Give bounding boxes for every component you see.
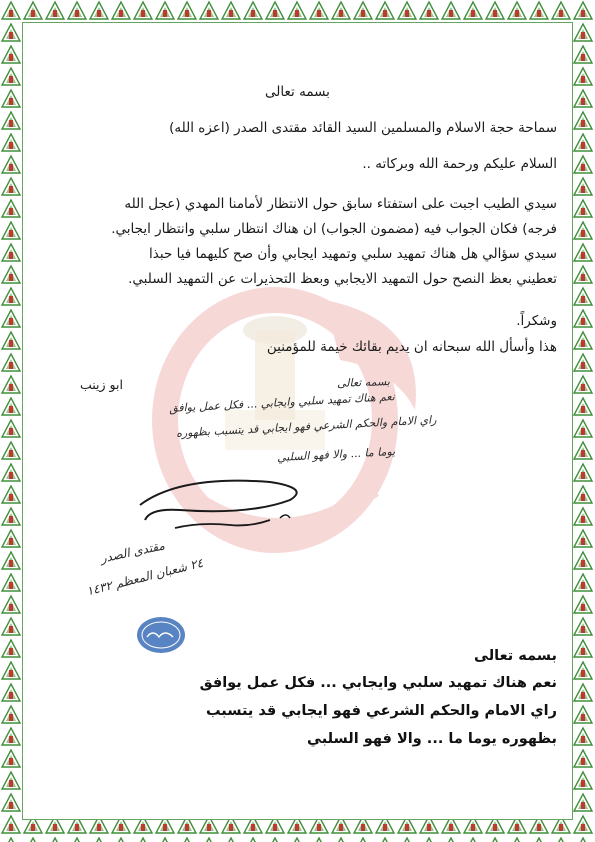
handwritten-reply-line-2: نعم هناك تمهيد سلبي وايجابي ... فكل عمل يوافق — [168, 390, 396, 415]
handwritten-reply-line-4: يوما ما ... والا فهو السلبي — [276, 444, 396, 465]
signature-date: ٢٤ شعبان المعظم ١٤٣٢ — [85, 555, 205, 599]
signature-name: مقتدى الصدر — [99, 538, 166, 566]
greeting: السلام عليكم ورحمة الله وبركاته .. — [362, 156, 557, 172]
body-line-2: فرجه) فكان الجواب فيه (مضمون الجواب) ان هناك انتظار سلبي وانتظار ايجابي. — [111, 221, 557, 237]
thanks: وشكراً. — [516, 313, 557, 329]
signature-scribble — [120, 470, 320, 540]
typed-reply-line-1: بسمه تعالى — [474, 648, 557, 664]
typed-reply-line-4: بظهوره يوما ما ... والا فهو السلبي — [307, 731, 557, 747]
body-line-1: سيدي الطيب اجبت على استفتاء سابق حول الانتظار لأمامنا المهدي (عجل الله — [124, 196, 557, 212]
handwritten-reply-line-3: راي الامام والحكم الشرعي فهو ايجابي قد يتسبب بظهوره — [176, 413, 438, 440]
typed-reply-line-3: راي الامام والحكم الشرعي فهو ايجابي قد يتسبب — [205, 703, 557, 719]
basmala: بسمه تعالى — [265, 84, 330, 100]
sender: ابو زينب — [80, 377, 123, 392]
closing: هذا وأسأل الله سبحانه ان يديم بقائك خيمة للمؤمنين — [266, 339, 557, 355]
addressee: سماحة حجة الاسلام والمسلمين السيد القائد مقتدى الصدر (اعزه الله) — [169, 120, 557, 136]
handwritten-reply-line-1: بسمه تعالى — [336, 375, 391, 390]
office-seal-stamp — [135, 615, 187, 655]
body-line-4: تعطيني بعظ النصح حول التمهيد الايجابي وبعظ التحذيرات عن التمهيد السلبي. — [128, 271, 557, 287]
typed-reply-line-2: نعم هناك تمهيد سلبي وايجابي ... فكل عمل يوافق — [199, 675, 557, 691]
body-line-3: سيدي سؤالي هل هناك تمهيد سلبي وتمهيد ايجابي وأن صح كليهما فيا حبذا — [149, 246, 557, 262]
